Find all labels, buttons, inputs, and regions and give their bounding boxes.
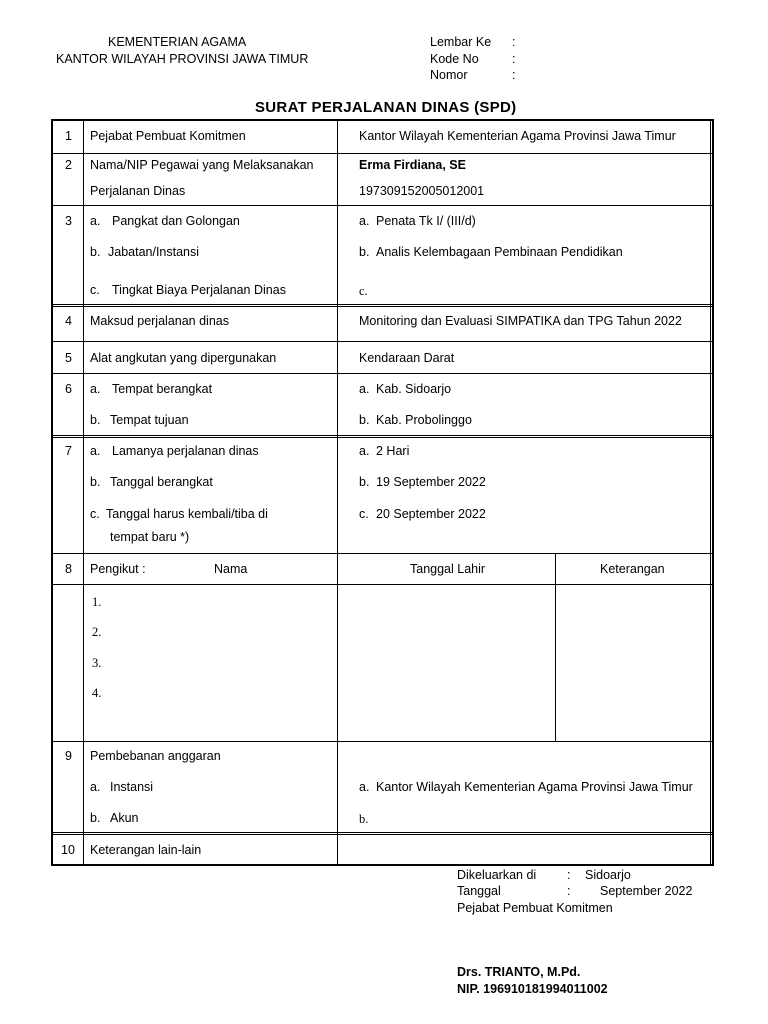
row3-c-mark: c. (90, 283, 100, 297)
row9-b-mark: b. (90, 811, 101, 825)
row6-b-mark: b. (90, 413, 101, 427)
col-divider-no (83, 120, 84, 865)
destination-place: Kab. Probolinggo (376, 413, 472, 427)
row-number: 9 (65, 749, 72, 763)
row-number: 4 (65, 314, 72, 328)
row3-b-mark: b. (90, 245, 101, 259)
col-header-nama: Nama (214, 562, 248, 576)
document-title: SURAT PERJALANAN DINAS (SPD) (255, 99, 517, 116)
companion-item: 1. (92, 595, 102, 609)
official-title: Pejabat Pembuat Komitmen (457, 901, 613, 915)
employee-name: Erma Firdiana, SE (359, 158, 466, 172)
kode-colon: : (512, 52, 516, 66)
row-divider-8b (52, 741, 713, 742)
row3-c-label: Tingkat Biaya Perjalanan Dinas (112, 283, 286, 297)
row-divider-3 (52, 304, 713, 307)
org-office: KANTOR WILAYAH PROVINSI JAWA TIMUR (56, 52, 309, 66)
signer-name: Drs. TRIANTO, M.Pd. (457, 965, 581, 979)
row6-b-label: Tempat tujuan (110, 413, 189, 427)
companion-item: 3. (92, 656, 102, 670)
return-date: 20 September 2022 (376, 507, 486, 521)
row7-b-mark: b. (90, 475, 101, 489)
row-number: 10 (61, 843, 75, 857)
row7-b-label: Tanggal berangkat (110, 475, 213, 489)
row6-va-mark: a. (359, 382, 370, 396)
departure-date: 19 September 2022 (376, 475, 486, 489)
row3-a-mark: a. (90, 214, 101, 228)
companion-item: 2. (92, 625, 102, 639)
row3-va-mark: a. (359, 214, 370, 228)
row7-vb-mark: b. (359, 475, 370, 489)
lembar-label: Lembar Ke (430, 35, 492, 49)
row3-a-label: Pangkat dan Golongan (112, 214, 240, 228)
row2-label-line2: Perjalanan Dinas (90, 184, 186, 198)
row-number: 8 (65, 562, 72, 576)
row3-vc-mark: c. (359, 284, 368, 298)
row-divider-2 (52, 205, 713, 206)
employee-nip: 197309152005012001 (359, 184, 485, 198)
row3-b-label: Jabatan/Instansi (108, 245, 200, 259)
lembar-colon: : (512, 35, 516, 49)
row-divider-7 (52, 553, 713, 554)
row10-label: Keterangan lain-lain (90, 843, 202, 857)
purpose-value: Monitoring dan Evaluasi SIMPATIKA dan TPG Tahun 2022 (359, 314, 682, 328)
row-divider-9 (52, 832, 713, 835)
row9-vb-mark: b. (359, 812, 369, 826)
row4-label: Maksud perjalanan dinas (90, 314, 229, 328)
row7-c-mark: c. (90, 507, 100, 521)
row-number: 3 (65, 214, 72, 228)
row-divider-4 (52, 341, 713, 342)
row6-a-mark: a. (90, 382, 101, 396)
row9-b-label: Akun (110, 811, 139, 825)
transport-value: Kendaraan Darat (359, 351, 455, 365)
date-value: September 2022 (600, 884, 693, 898)
row9-va-mark: a. (359, 780, 370, 794)
position-value: Analis Kelembagaan Pembinaan Pendidikan (376, 245, 623, 259)
issued-at-value: Sidoarjo (585, 868, 631, 882)
row5-label: Alat angkutan yang dipergunakan (90, 351, 277, 365)
row-number: 6 (65, 382, 72, 396)
budget-institution: Kantor Wilayah Kementerian Agama Provinsi Jawa Timur (376, 780, 693, 794)
companion-item: 4. (92, 686, 102, 700)
nomor-colon: : (512, 68, 516, 82)
row9-a-mark: a. (90, 780, 101, 794)
issued-at-colon: : (567, 868, 571, 882)
row7-va-mark: a. (359, 444, 370, 458)
row6-a-label: Tempat berangkat (112, 382, 213, 396)
row-number: 5 (65, 351, 72, 365)
row-divider-8 (52, 584, 713, 585)
kode-label: Kode No (430, 52, 479, 66)
row6-vb-mark: b. (359, 413, 370, 427)
row7-c-label-line2: tempat baru *) (110, 530, 190, 544)
col-divider-value (337, 120, 338, 865)
row2-label-line1: Nama/NIP Pegawai yang Melaksanakan (90, 158, 314, 172)
date-label: Tanggal (457, 884, 501, 898)
row7-vc-mark: c. (359, 507, 369, 521)
row1-label: Pejabat Pembuat Komitmen (90, 129, 246, 143)
row7-c-label-line1: Tanggal harus kembali/tiba di (106, 507, 268, 521)
row-divider-6 (52, 435, 713, 438)
row9-a-label: Instansi (110, 780, 154, 794)
row7-a-mark: a. (90, 444, 101, 458)
signer-nip: NIP. 196910181994011002 (457, 982, 608, 996)
row3-vb-mark: b. (359, 245, 370, 259)
rank-value: Penata Tk I/ (III/d) (376, 214, 476, 228)
departure-place: Kab. Sidoarjo (376, 382, 452, 396)
row-number: 7 (65, 444, 72, 458)
col-divider-keterangan (555, 553, 556, 741)
row-number: 2 (65, 158, 72, 172)
row-divider-5 (52, 373, 713, 374)
col-header-tanggal-lahir: Tanggal Lahir (410, 562, 486, 576)
col-divider-right-inner (710, 120, 711, 865)
org-name: KEMENTERIAN AGAMA (108, 35, 247, 49)
row-number: 1 (65, 129, 72, 143)
duration-value: 2 Hari (376, 444, 410, 458)
date-colon: : (567, 884, 571, 898)
pengikut-label: Pengikut : (90, 562, 146, 576)
issued-at-label: Dikeluarkan di (457, 868, 537, 882)
row7-a-label: Lamanya perjalanan dinas (112, 444, 259, 458)
row9-label: Pembebanan anggaran (90, 749, 221, 763)
row-divider-1 (52, 153, 713, 154)
col-header-keterangan: Keterangan (600, 562, 665, 576)
row1-value: Kantor Wilayah Kementerian Agama Provinsi Jawa Timur (359, 129, 676, 143)
nomor-label: Nomor (430, 68, 468, 82)
